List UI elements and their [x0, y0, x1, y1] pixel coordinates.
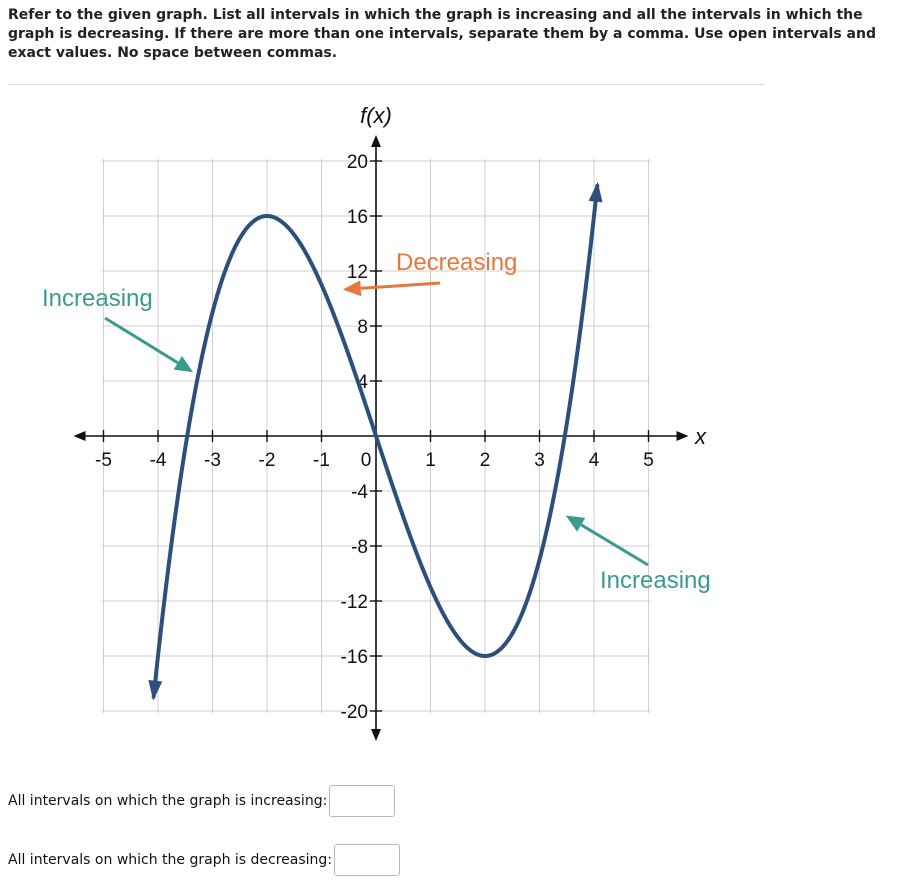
y-tick-label: -4: [351, 482, 368, 503]
x-tick-labels: [95, 450, 654, 471]
increasing-label: All intervals on which the graph is increasing:: [8, 793, 328, 809]
y-tick-label: -12: [340, 592, 368, 613]
x-tick-label: 5: [643, 450, 654, 471]
annotation-increasing-left: Increasing: [42, 285, 153, 312]
x-tick-label: 1: [425, 450, 436, 471]
annotation-decreasing: Decreasing: [396, 249, 518, 276]
increasing-answer-input[interactable]: [329, 785, 395, 817]
decreasing-answer-input[interactable]: [334, 844, 400, 876]
x-tick-label: 3: [534, 450, 545, 471]
y-tick-label: 12: [346, 262, 368, 283]
annotation-increasing-left-arrow-line: [105, 318, 178, 363]
x-axis-arrow-right: [677, 431, 689, 441]
y-tick-label: 20: [346, 152, 368, 173]
x-tick-label: 4: [588, 450, 600, 471]
annotation-decreasing-arrow-line: [361, 283, 440, 288]
x-tick-label: -1: [313, 450, 330, 471]
question-text: Refer to the given graph. List all intervals in which the graph is increasing and all the intervals in which the graph is decreasing. If there are more than one intervals, separate them by a comma. Use open intervals and exact values. No space between commas.: [8, 7, 876, 61]
y-axis-label: f(x): [360, 103, 392, 128]
y-tick-labels: [341, 152, 369, 723]
x-tick-label: -2: [258, 450, 276, 471]
x-axis-arrow-left: [74, 431, 86, 441]
annotation-increasing-right-arrow-line: [581, 525, 648, 565]
axes: [74, 103, 708, 741]
y-axis-arrow-down: [371, 729, 381, 741]
x-tick-label: 0: [360, 450, 372, 471]
y-axis-arrow-up: [371, 135, 381, 147]
y-tick-label: -20: [340, 702, 368, 723]
x-tick-label: -4: [149, 450, 167, 471]
x-tick-label: -5: [95, 450, 112, 471]
y-tick-label: -8: [351, 537, 368, 558]
decreasing-answer-row: [8, 844, 400, 876]
annotation-increasing-right-arrow-head: [566, 516, 586, 532]
annotation-increasing-left-arrow-head: [174, 356, 194, 372]
increasing-answer-row: [8, 785, 395, 817]
y-tick-label: 4: [357, 372, 368, 393]
y-tick-label: -16: [340, 647, 368, 668]
x-tick-label: -3: [204, 450, 221, 471]
y-tick-label: 8: [357, 317, 368, 338]
x-tick-label: 2: [479, 450, 491, 471]
y-tick-label: 16: [346, 207, 368, 228]
annotation-increasing-right: Increasing: [600, 567, 711, 594]
x-axis-label: x: [695, 424, 706, 449]
decreasing-label: All intervals on which the graph is decreasing:: [8, 852, 333, 868]
